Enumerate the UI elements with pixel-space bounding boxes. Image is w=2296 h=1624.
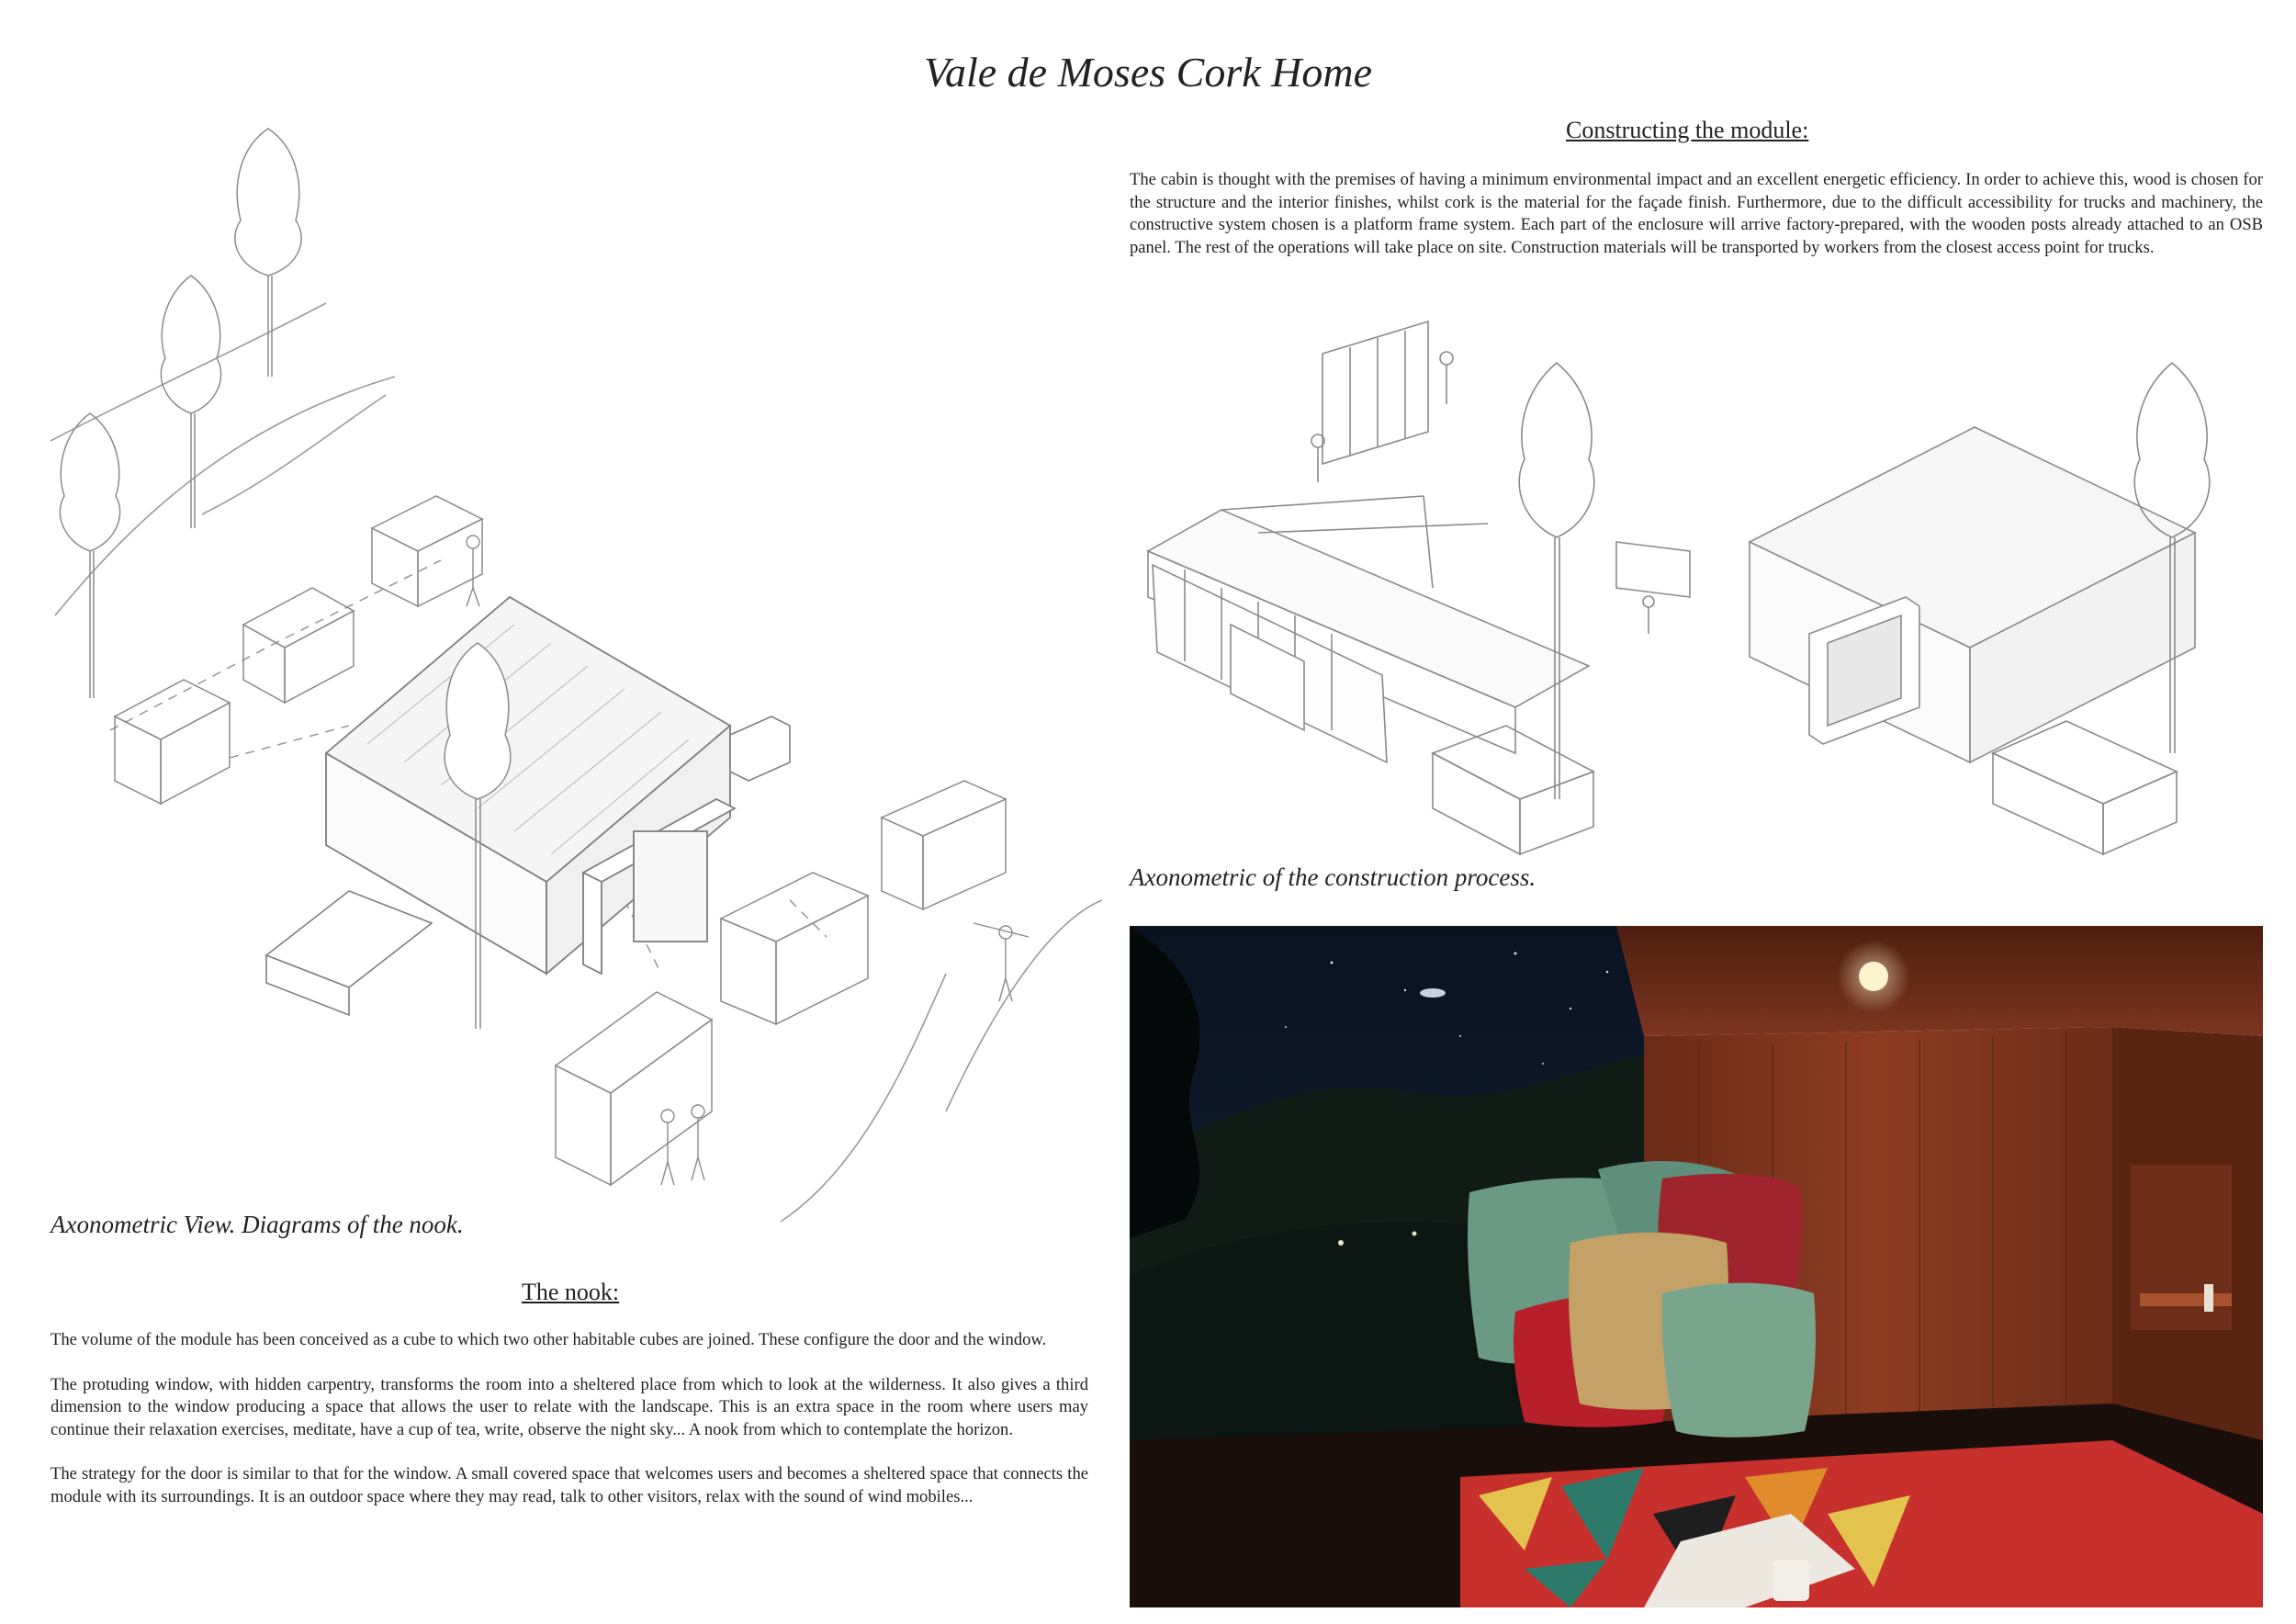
construction-heading: Constructing the module: <box>1566 117 1809 143</box>
osb-panel <box>1616 542 1690 597</box>
nook-heading: The nook: <box>522 1279 620 1305</box>
cushions <box>1468 1161 1816 1438</box>
axonometric-caption: Axonometric View. Diagrams of the nook. <box>51 1211 464 1238</box>
stone-plinth <box>1433 726 1593 854</box>
stone-plinth <box>1993 721 2177 854</box>
nook-paragraph: The strategy for the door is similar to that for the window. A small covered space that welcomes users and becomes a sheltered space that connects the module with its surroundings. It is an outdoor space where they may read, talk to other visitors, relax with the sound of wind mobiles... <box>51 1464 1088 1506</box>
mug-icon <box>1773 1560 1809 1601</box>
construction-paragraph: The cabin is thought with the premises of having a minimum environmental impact and an excellent energetic efficiency. In order to achieve this, wood is chosen for the structure and the interior finishes, whilst cork is the material for the façade finish. Furthermore, due to the difficult accessibility for trucks and machinery, the constructive system chosen is a platform frame system. Each part of the enclosure will arrive factory-prepared, with the wooden posts already attached to an OSB panel. The rest of the operations will take place on site. Construction materials will be transported by workers from the closest access point for trucks. <box>1130 170 2263 257</box>
interior-night-render <box>1130 926 2263 1607</box>
tree-icon <box>1519 363 1594 799</box>
osb-panel <box>1322 321 1428 464</box>
nook-paragraphs <box>51 1329 1088 1530</box>
finished-module-cube <box>1750 427 2195 762</box>
nook-paragraph: The volume of the module has been conceived as a cube to which two other habitable cubes are joined. These configure the door and the window. <box>51 1330 1047 1349</box>
construction-caption: Axonometric of the construction process. <box>1130 863 1536 891</box>
platform-frame-module <box>1148 321 1690 762</box>
nook-paragraph: The protuding window, with hidden carpentry, transforms the room into a sheltered place from which to look at the wilderness. It also gives a third dimension to the window producing a space that allows the user to relate with the landscape. This is an extra space in the room where users may continue their relaxation exercises, meditate, have a cup of tea, write, observe the night sky... A nook from which to contemplate the horizon. <box>51 1374 1088 1439</box>
wood-ceiling <box>1616 926 2263 1036</box>
page-title: Vale de Moses Cork Home <box>923 49 1372 96</box>
